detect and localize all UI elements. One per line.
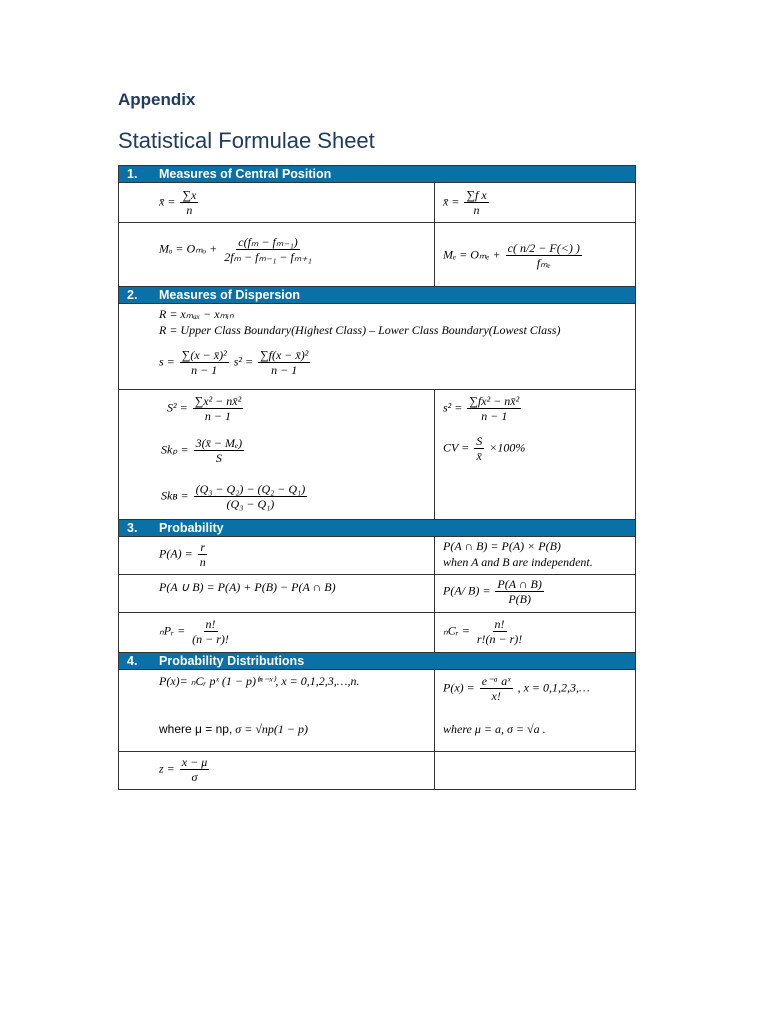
formula-cell — [435, 537, 635, 574]
section-label: Measures of Central Position — [159, 167, 332, 181]
conditional-formula: P(A/ B) = $\frac{P(A \cap B)}{P(B)}$ — [443, 577, 542, 606]
range-boundary-formula: R = Upper Class Boundary(Highest Class) – Lower Class Boundary(Lowest Class) — [159, 323, 561, 337]
appendix-heading: Appendix — [118, 90, 196, 109]
table-row — [118, 669, 636, 751]
formula-cell — [119, 575, 435, 612]
formula-cell — [119, 670, 435, 751]
variance-formula: S² = $\frac{\text{∑x² − nx̄²}}{n - 1}$ — [167, 394, 242, 423]
sd-formula: s = $\frac{\text{∑(x − x̄)²}}{n - 1}$ s² = $\frac{\text{∑f(x − x̄)²}}{n - 1}$ — [159, 348, 309, 377]
table-row — [118, 222, 636, 286]
table-row — [118, 612, 636, 652]
empty-cell — [435, 752, 635, 789]
independence-formula: P(A ∩ B) = P(A) × P(B) — [443, 539, 561, 553]
range-formula: R = xₘₐₓ − xₘᵢₙ — [159, 307, 234, 321]
table-row — [118, 182, 636, 222]
table-row — [118, 389, 636, 519]
formula-cell — [119, 613, 435, 652]
formula-cell — [119, 390, 435, 519]
bowley-skewness-formula: Skʙ = $\frac{\text{(Q₃ − Q₂) − (Q₂ − Q₁)}}{\text{(Q₃ − Q₁)}}$ — [161, 482, 306, 511]
section-label: Probability — [159, 521, 224, 535]
section-number: 3. — [127, 521, 138, 535]
section-label: Probability Distributions — [159, 654, 305, 668]
pearson-skewness-formula: Skₚ = $\frac{\text{3(x̄ − Mₑ)}}{S}$ — [161, 436, 243, 465]
formula-cell — [119, 183, 435, 222]
binomial-formula: P(x)= ₙCᵣ pˣ (1 − p)⁽ⁿ⁻ˣ⁾, x = 0,1,2,3,…,n. — [159, 674, 360, 688]
page-title: Statistical Formulae Sheet — [118, 128, 375, 153]
formula-cell — [119, 537, 435, 574]
formula-cell — [435, 613, 635, 652]
grouped-mean-formula: x̄ = $\frac{\text{∑f x}}{n}$ — [443, 188, 487, 217]
section-label: Measures of Dispersion — [159, 288, 301, 302]
formula-cell — [435, 183, 635, 222]
binomial-parameters: where μ = np, σ = √np(1 − p) — [159, 722, 308, 736]
formula-cell — [435, 223, 635, 286]
formula-cell — [119, 304, 635, 389]
formula-cell — [435, 575, 635, 612]
table-row — [118, 536, 636, 574]
section-header-central-position — [118, 165, 636, 182]
mean-formula: x̄ = $\frac{\sum x}{n}$ — [159, 188, 197, 217]
cv-formula: CV = $\frac{S}{x̄}$ ×100% — [443, 434, 526, 463]
section-number: 1. — [127, 167, 138, 181]
table-row — [118, 751, 636, 790]
independence-note: when A and B are independent. — [443, 555, 593, 569]
grouped-variance-formula: s² = $\frac{\text{∑fx² − nx̄²}}{n - 1}$ — [443, 394, 520, 423]
probability-formula: P(A) = $\frac{r}{n}$ — [159, 540, 206, 569]
section-header-dispersion — [118, 286, 636, 303]
formula-cell — [119, 752, 435, 789]
formula-cell — [435, 670, 635, 751]
formula-cell — [435, 390, 635, 519]
formula-table — [118, 165, 636, 790]
mode-formula: Mₒ = Oₘₒ + $\frac{\text{c(fₘ − fₘ₋₁)}}{\text{2fₘ − fₘ₋₁ − fₘ₊₁}}$ — [159, 235, 312, 264]
formula-cell — [119, 223, 435, 286]
table-row — [118, 574, 636, 612]
table-row — [118, 303, 636, 389]
section-number: 4. — [127, 654, 138, 668]
poisson-parameters: where μ = a, σ = √a . — [443, 722, 546, 736]
median-formula: Mₑ = Oₘₑ + $\frac{c( n/2 - F(<) )}{\text{fₘₑ}}$ — [443, 241, 580, 270]
permutation-formula: ₙPᵣ = $\frac{n!}{(n - r)!}$ — [159, 617, 229, 646]
section-header-probability — [118, 519, 636, 536]
combination-formula: ₙCᵣ = $\frac{n!}{r!(n - r)!}$ — [443, 617, 523, 646]
section-number: 2. — [127, 288, 138, 302]
section-header-distributions — [118, 652, 636, 669]
z-score-formula: z = $\frac{x - \mu}{\sigma}$ — [159, 755, 208, 784]
union-formula: P(A ∪ B) = P(A) + P(B) − P(A ∩ B) — [159, 580, 336, 594]
poisson-formula: P(x) = $\frac{\text{e⁻ᵃ aˣ}}{x!}$ , x = 0,1,2,3,… — [443, 674, 590, 703]
